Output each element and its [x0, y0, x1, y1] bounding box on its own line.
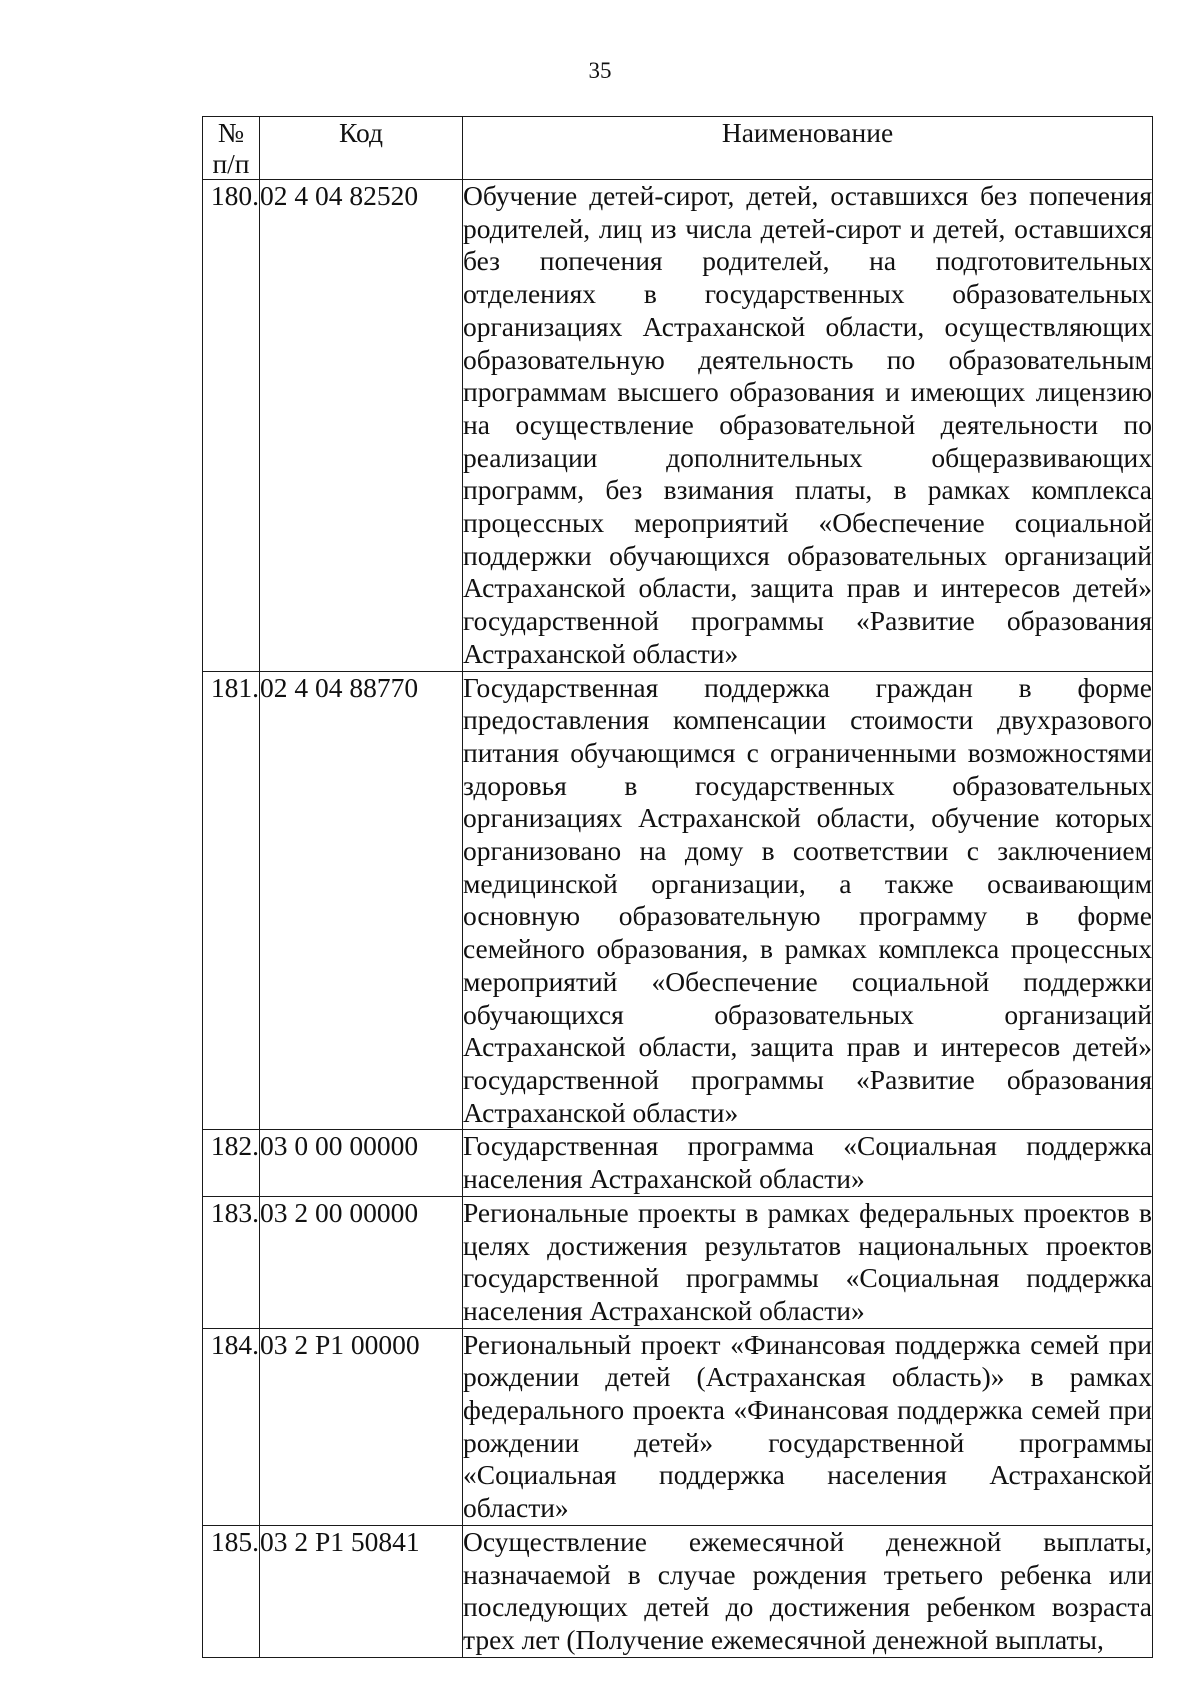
- table-row: [203, 1130, 1153, 1196]
- row-number: 182.: [203, 1130, 260, 1196]
- row-name: Государственная программа «Социальная поддержка населения Астраханской области»: [463, 1130, 1153, 1196]
- row-name: Региональные проекты в рамках федеральных проектов в целях достижения результатов национальных проектов государственной программы «Социальная поддержка населения Астраханской области»: [463, 1196, 1153, 1328]
- row-number: 181.: [203, 671, 260, 1130]
- header-code: Код: [260, 117, 463, 180]
- row-code: 03 0 00 00000: [260, 1130, 463, 1196]
- header-number-line1: №: [217, 117, 245, 148]
- header-name: Наименование: [463, 117, 1153, 180]
- table-header-row: [203, 117, 1153, 180]
- table-row: [203, 1328, 1153, 1525]
- row-code: 02 4 04 88770: [260, 671, 463, 1130]
- budget-classification-table: [202, 116, 1153, 1658]
- table-row: [203, 180, 1153, 672]
- row-number: 180.: [203, 180, 260, 672]
- row-name: Региональный проект «Финансовая поддержка семей при рождении детей (Астраханская область)» в рамках федерального проекта «Финансовая поддержка семей при рождении детей» государственной программы «Социальная поддержка населения Астраханской области»: [463, 1328, 1153, 1525]
- header-number: [203, 117, 260, 180]
- row-name: Осуществление ежемесячной денежной выплаты, назначаемой в случае рождения третьего ребенка или последующих детей до достижения ребенком возраста трех лет (Получение ежемесячной денежной выплаты,: [463, 1525, 1153, 1657]
- table-row: [203, 671, 1153, 1130]
- header-number-line2: п/п: [212, 148, 250, 179]
- row-number: 183.: [203, 1196, 260, 1328]
- table-row: [203, 1525, 1153, 1657]
- row-number: 184.: [203, 1328, 260, 1525]
- row-name: Государственная поддержка граждан в форме предоставления компенсации стоимости двухразового питания обучающимся с ограниченными возможностями здоровья в государственных образовательных организациях Астраханской области, обучение которых организовано на дому в соответствии с заключением медицинской организации, а также осваивающим основную образовательную программу в форме семейного образования, в рамках комплекса процессных мероприятий «Обеспечение социальной поддержки обучающихся образовательных организаций Астраханской области, защита прав и интересов детей» государственной программы «Развитие образования Астраханской области»: [463, 671, 1153, 1130]
- row-code: 03 2 Р1 50841: [260, 1525, 463, 1657]
- row-code: 03 2 Р1 00000: [260, 1328, 463, 1525]
- page-number: 35: [588, 58, 612, 83]
- row-number: 185.: [203, 1525, 260, 1657]
- row-code: 02 4 04 82520: [260, 180, 463, 672]
- table-row: [203, 1196, 1153, 1328]
- row-code: 03 2 00 00000: [260, 1196, 463, 1328]
- row-name: Обучение детей-сирот, детей, оставшихся без попечения родителей, лиц из числа детей-сирот и детей, оставшихся без попечения родителей, на подготовительных отделениях в государственных образовательных организациях Астраханской области, осуществляющих образовательную деятельность по образовательным программам высшего образования и имеющих лицензию на осуществление образовательной деятельности по реализации дополнительных общеразвивающих программ, без взимания платы, в рамках комплекса процессных мероприятий «Обеспечение социальной поддержки обучающихся образовательных организаций Астраханской области, защита прав и интересов детей» государственной программы «Развитие образования Астраханской области»: [463, 180, 1153, 672]
